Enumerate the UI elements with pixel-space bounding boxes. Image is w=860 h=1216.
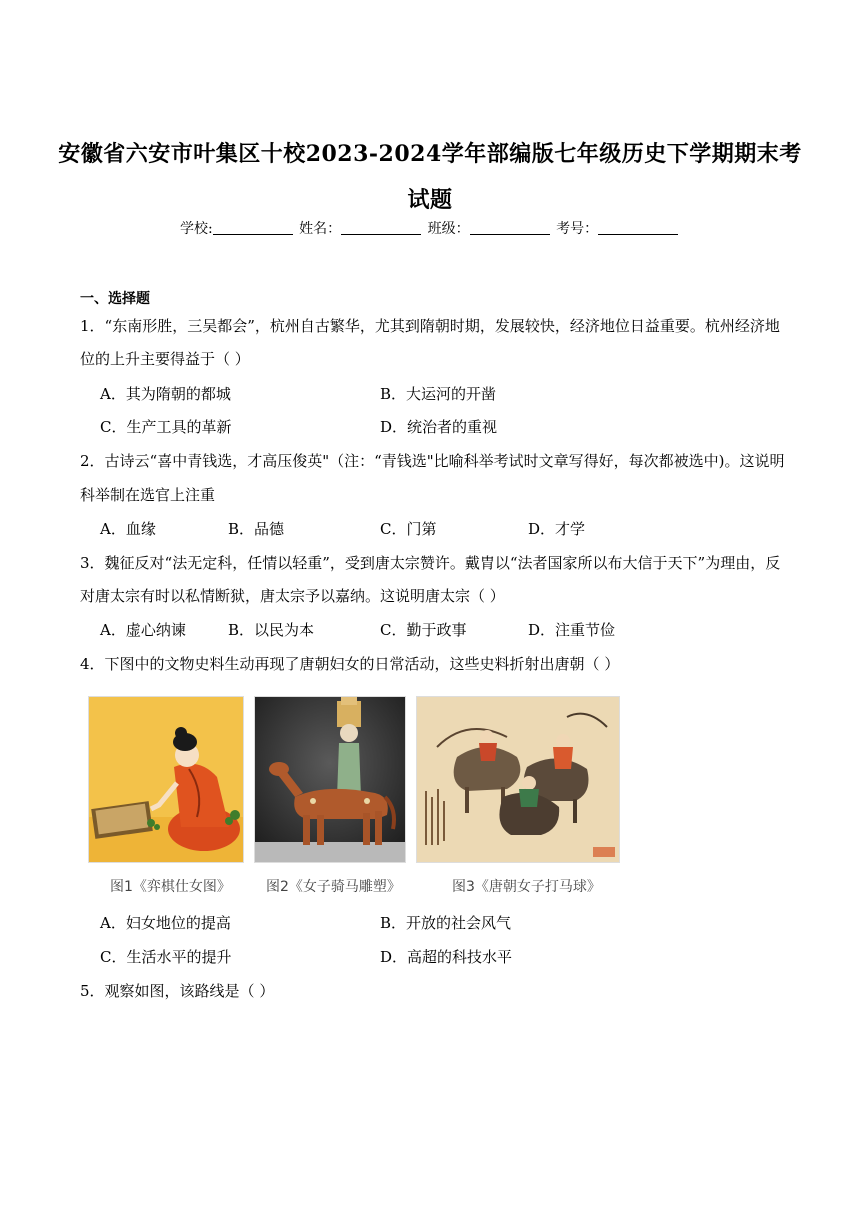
q1-option-d[interactable]: D．统治者的重视 <box>380 418 498 436</box>
question-5-line-1: 5．观察如图，该路线是（ ） <box>80 982 275 1000</box>
figure-3-polo-painting <box>416 696 620 863</box>
name-blank[interactable] <box>341 220 421 235</box>
school-label: 学校: <box>180 221 213 237</box>
question-4-line-1: 4．下图中的文物史料生动再现了唐朝妇女的日常活动，这些史料折射出唐朝（ ） <box>80 655 620 673</box>
q2-option-c[interactable]: C．门第 <box>380 520 437 538</box>
question-1-line-2: 位的上升主要得益于（ ） <box>80 350 250 368</box>
question-3-line-2: 对唐太宗有时以私情断狱，唐太宗予以嘉纳。这说明唐太宗（ ） <box>80 587 505 605</box>
q2-option-d[interactable]: D．才学 <box>528 520 586 538</box>
exam-no-label: 考号： <box>556 221 599 237</box>
figure-1-caption: 图1《弈棋仕女图》 <box>110 879 231 895</box>
q1-option-a[interactable]: A．其为隋朝的都城 <box>100 385 231 403</box>
exam-no-blank[interactable] <box>598 220 678 235</box>
q2-option-b[interactable]: B．品德 <box>228 520 285 538</box>
figure-2-horse-rider-sculpture <box>254 696 406 863</box>
exam-title-line-2: 试题 <box>407 187 453 213</box>
figure-3-caption: 图3《唐朝女子打马球》 <box>452 879 601 895</box>
q4-option-c[interactable]: C．生活水平的提升 <box>100 948 232 966</box>
q4-option-d[interactable]: D．高超的科技水平 <box>380 948 513 966</box>
q3-option-a[interactable]: A．虚心纳谏 <box>100 621 186 639</box>
class-blank[interactable] <box>470 220 550 235</box>
q2-option-a[interactable]: A．血缘 <box>100 520 156 538</box>
school-blank[interactable] <box>213 220 293 235</box>
question-2-line-2: 科举制在选官上注重 <box>80 486 216 504</box>
student-info-row <box>180 218 680 238</box>
exam-title-line-1: 安徽省六安市叶集区十校2023-2024学年部编版七年级历史下学期期末考 <box>58 141 802 167</box>
q1-option-b[interactable]: B．大运河的开凿 <box>380 385 497 403</box>
question-1-line-1: 1．“东南形胜，三吴都会”，杭州自古繁华，尤其到隋朝时期，发展较快，经济地位日益重要。杭州经济地 <box>80 317 780 335</box>
class-label: 班级： <box>427 221 470 237</box>
name-label: 姓名： <box>299 221 342 237</box>
q3-option-c[interactable]: C．勤于政事 <box>380 621 467 639</box>
section-title: 一、选择题 <box>80 291 150 307</box>
question-2-line-1: 2．古诗云“喜中青钱选，才高压俊英"（注：“青钱选"比喻科举考试时文章写得好，每次都被选中)。这说明 <box>80 452 785 470</box>
question-3-line-1: 3．魏征反对“法无定科，任情以轻重”，受到唐太宗赞许。戴胄以“法者国家所以布大信于天下”为理由，反 <box>80 554 781 572</box>
q4-option-b[interactable]: B．开放的社会风气 <box>380 914 512 932</box>
figure-1-go-lady-painting <box>88 696 244 863</box>
q3-option-b[interactable]: B．以民为本 <box>228 621 315 639</box>
q4-option-a[interactable]: A．妇女地位的提高 <box>100 914 231 932</box>
q1-option-c[interactable]: C．生产工具的革新 <box>100 418 232 436</box>
q3-option-d[interactable]: D．注重节俭 <box>528 621 616 639</box>
figure-2-caption: 图2《女子骑马雕塑》 <box>266 879 401 895</box>
